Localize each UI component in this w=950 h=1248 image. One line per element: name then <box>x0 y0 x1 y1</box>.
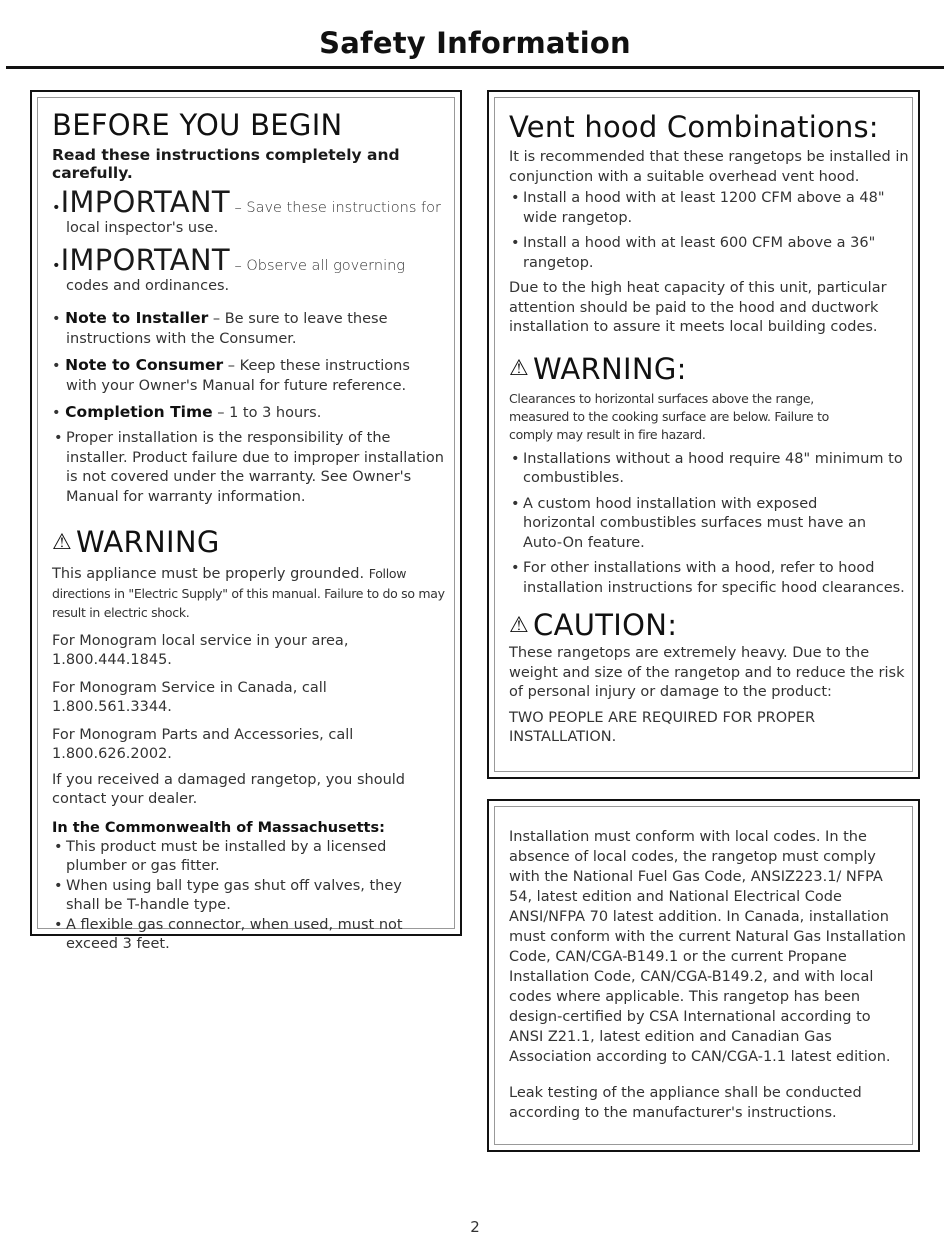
bullet: • <box>52 200 61 216</box>
important-text: – Save these instructions for <box>229 200 441 216</box>
parts-accessories: For Monogram Parts and Accessories, call 1.800.626.2002. <box>52 726 354 762</box>
important-label: IMPORTANT <box>60 185 230 219</box>
hood-cfm-item: • Install a hood with at least 600 CFM above a 36" rangetop. <box>509 234 909 273</box>
service-us: For Monogram local service in your area, 1.800.444.1845. <box>52 632 349 668</box>
warning-triangle-icon: ⚠ <box>52 529 73 555</box>
title-rule <box>6 66 944 69</box>
page-number: 2 <box>470 1218 480 1236</box>
clearance-item: • A custom hood installation with exposed horizontal combustibles surfaces must have an Auto-On feature. <box>509 495 883 554</box>
important-observe-item <box>52 243 452 296</box>
massachusetts-item: • A flexible gas connector, when used, must not exceed 3 feet. <box>52 916 422 955</box>
responsibility-list <box>52 429 444 507</box>
codes-box <box>487 799 920 1152</box>
warning-triangle-icon: ⚠ <box>509 356 530 381</box>
bullet: • <box>52 258 61 274</box>
service-canada: For Monogram Service in Canada, call 1.800.561.3344. <box>52 679 327 715</box>
two-people-text: TWO PEOPLE ARE REQUIRED FOR PROPER INSTALLATION. <box>509 709 816 745</box>
note-text: – Keep these instructions <box>223 358 410 374</box>
before-you-begin-heading: BEFORE YOU BEGIN <box>52 108 343 142</box>
caution-text: These rangetops are extremely heavy. Due to the weight and size of the rangetop and to reduce the risk of personal injury or damage to the product: <box>509 645 905 700</box>
leak-testing-paragraph: Leak testing of the appliance shall be conducted according to the manufacturer's instructions. <box>509 1085 862 1121</box>
important-text: – Observe all governing <box>229 258 405 274</box>
important-label: IMPORTANT <box>60 243 230 277</box>
grounded-text <box>52 565 452 624</box>
note-to-consumer: • Note to Consumer – Keep these instructions with your Owner's Manual for future reference. <box>52 355 452 396</box>
grounded-small: Follow directions in "Electric Supply" of this manual. Failure to do so may result in electric shock. <box>52 566 445 620</box>
note-text-cont: instructions with the Consumer. <box>66 331 297 347</box>
hood-cfm-list <box>509 189 909 273</box>
clearances-text: Clearances to horizontal surfaces above the range, measured to the cooking surface are below. Failure to comply may result in fire hazard. <box>509 390 830 442</box>
warning-heading <box>52 525 452 559</box>
note-text: – Be sure to leave these <box>208 311 388 327</box>
note-label: Completion Time <box>65 403 213 421</box>
warning-triangle-icon: ⚠ <box>509 612 530 638</box>
vent-hood-heading: Vent hood Combinations: <box>509 110 879 144</box>
vent-hood-box <box>487 90 920 779</box>
warning-heading-text: WARNING <box>76 525 220 559</box>
hood-cfm-item: • Install a hood with at least 1200 CFM above a 48" wide rangetop. <box>509 189 909 228</box>
vent-hood-intro: It is recommended that these rangetops be installed in conjunction with a suitable overhead vent hood. <box>509 149 909 185</box>
note-to-installer: • Note to Installer – Be sure to leave these instructions with the Consumer. <box>52 308 452 349</box>
massachusetts-list <box>52 838 422 955</box>
massachusetts-item: • When using ball type gas shut off valves, they shall be T-handle type. <box>52 877 422 916</box>
page-title: Safety Information <box>319 26 631 60</box>
note-label: Note to Consumer <box>65 356 224 374</box>
note-label: Note to Installer <box>65 309 209 327</box>
grounded-intro: This appliance must be properly grounded. <box>52 566 365 582</box>
caution-heading <box>509 608 909 642</box>
important-text-cont: codes and ordinances. <box>66 278 230 294</box>
before-you-begin-content <box>52 108 452 955</box>
codes-content <box>509 827 909 1123</box>
note-text: – 1 to 3 hours. <box>212 405 322 421</box>
warning-heading-text: WARNING: <box>533 351 687 386</box>
massachusetts-item: • This product must be installed by a licensed plumber or gas fitter. <box>52 838 422 877</box>
damaged-rangetop: If you received a damaged rangetop, you should contact your dealer. <box>52 771 406 807</box>
warning-heading <box>509 352 909 386</box>
caution-heading-text: CAUTION: <box>533 608 678 642</box>
heat-capacity-text: Due to the high heat capacity of this unit, particular attention should be paid to the hood and ductwork installation to assure it meets local building codes. <box>509 280 887 335</box>
important-save-item <box>52 185 452 238</box>
completion-time: • Completion Time – 1 to 3 hours. <box>52 403 322 421</box>
vent-hood-content <box>509 110 909 748</box>
massachusetts-heading: In the Commonwealth of Massachusetts: <box>52 819 385 836</box>
clearance-list <box>509 450 909 599</box>
clearance-item: • Installations without a hood require 48" minimum to combustibles. <box>509 450 909 489</box>
read-instructions-lead: Read these instructions completely and carefully. <box>52 146 400 182</box>
note-text-cont: with your Owner's Manual for future reference. <box>66 378 407 394</box>
important-text-cont: local inspector's use. <box>66 220 219 236</box>
codes-paragraph: Installation must conform with local codes. In the absence of local codes, the rangetop must comply with the National Fuel Gas Code, ANSIZ223.1/ NFPA 54, latest edition and National Electrical Code ANSI/NFPA 70 latest addition. In Canada, installation must conform with the current Natural Gas Installation Code, CAN/CGA-B149.1 or the current Propane Installation Code, CAN/CGA-B149.2, and with local codes where applicable. This rangetop has been design-certified by CSA International according to ANSI Z21.1, latest edition and Canadian Gas Association according to CAN/CGA-1.1 latest edition. <box>509 829 906 1065</box>
responsibility-item: • Proper installation is the responsibility of the installer. Product failure due to improper installation is not covered under the warranty. See Owner's Manual for warranty information. <box>52 429 444 507</box>
clearance-item: • For other installations with a hood, refer to hood installation instructions for specific hood clearances. <box>509 559 909 598</box>
before-you-begin-box <box>30 90 462 952</box>
